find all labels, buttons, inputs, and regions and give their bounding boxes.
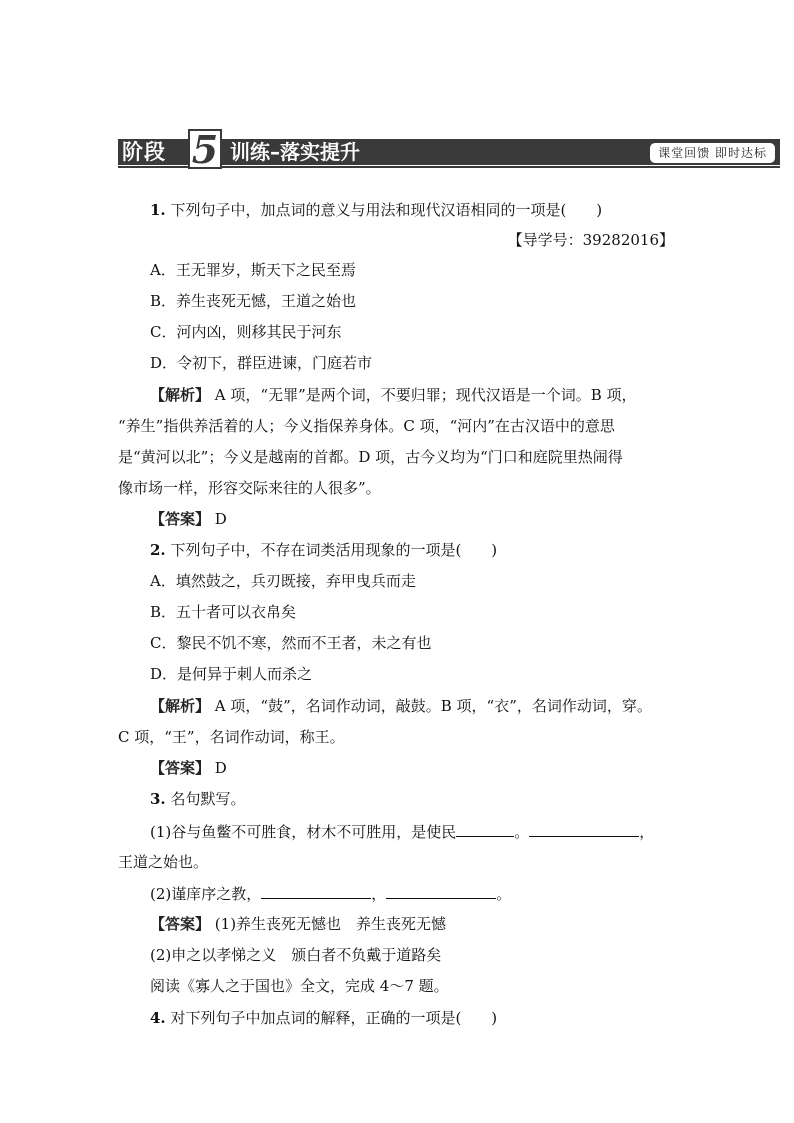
q3-answer-1: (1)养生丧死无憾也 养生丧死无憾 [214,915,447,933]
q1-analysis-tag: 【解析】 [150,386,211,404]
question-3-number: 3. [150,790,166,808]
q3-item-2-text: (2)谨庠序之教， [150,885,262,903]
q3-item-2 [150,883,511,904]
stage-label: 阶段 [122,140,166,164]
question-4-number: 4. [150,1009,166,1027]
q1-answer-value: D [214,510,227,528]
question-2-number: 2. [150,541,166,559]
reading-intro: 阅读《寡人之于国也》全文，完成 4～7 题。 [150,977,449,995]
q1-answer-tag: 【答案】 [150,510,211,528]
q3-item-1-line-2: 王道之始也。 [118,853,209,871]
q2-answer-value: D [214,759,227,777]
q2-answer-tag: 【答案】 [150,759,211,777]
q1-analysis-line-2: “养生”指供养活着的人；今义指保养身体。C 项，“河内”在古汉语中的意思 [118,417,615,435]
q1-option-b: B．养生丧死无憾，王道之始也 [150,292,357,310]
section-tag: 课堂回馈 即时达标 [649,142,776,164]
question-3-stem: 名句默写。 [170,790,246,808]
q2-analysis-text-1: A 项，“鼓”，名词作动词，敲鼓。B 项，“衣”，名词作动词，穿。 [214,697,652,715]
q3-item-2-end: 。 [496,885,512,903]
question-3 [150,789,245,809]
q3-blank-1[interactable] [456,821,514,837]
question-1-number: 1. [150,201,166,219]
q1-analysis-line-3: 是“黄河以北”；今义是越南的首都。D 项，古今义均为“门口和庭院里热闹得 [118,448,623,466]
q3-item-1-text: (1)谷与鱼鳖不可胜食，材木不可胜用，是使民 [150,823,457,841]
q2-answer [150,758,227,778]
q1-analysis-text-1: A 项，“无罪”是两个词，不要归罪；现代汉语是一个词。B 项， [214,386,637,404]
q3-item-2-sep: ， [371,885,387,903]
question-1 [150,200,602,220]
question-2 [150,540,497,560]
question-4 [150,1008,497,1028]
q1-analysis-line-4: 像市场一样，形容交际来往的人很多”。 [118,479,381,497]
q2-analysis-line-2: C 项，“王”，名词作动词，称王。 [118,728,345,746]
section-title: 训练–落实提升 [230,140,360,164]
q2-analysis-tag: 【解析】 [150,697,211,715]
q2-analysis-line-1 [150,696,652,716]
q2-option-c: C．黎民不饥不寒，然而不王者，未之有也 [150,634,432,652]
q2-option-b: B．五十者可以衣帛矣 [150,603,297,621]
question-1-stem: 下列句子中，加点词的意义与用法和现代汉语相同的一项是( ) [170,201,603,219]
q3-blank-3[interactable] [261,883,371,899]
q1-analysis-line-1 [150,385,637,405]
q2-option-d: D．是何异于刺人而杀之 [150,665,313,683]
q3-blank-2[interactable] [529,821,639,837]
question-1-ref: 【导学号：39282016】 [507,231,674,249]
q3-answer-2: (2)申之以孝悌之义 颁白者不负戴于道路矣 [150,946,442,964]
q3-item-1-end: ， [639,823,655,841]
q2-option-a: A．填然鼓之，兵刃既接，弃甲曳兵而走 [150,572,416,590]
question-4-stem: 对下列句子中加点词的解释，正确的一项是( ) [170,1009,498,1027]
q1-option-a: A．王无罪岁，斯天下之民至焉 [150,261,356,279]
question-2-stem: 下列句子中，不存在词类活用现象的一项是( ) [170,541,498,559]
q3-answer-tag: 【答案】 [150,915,211,933]
stage-number: 5 [188,129,222,169]
section-banner [118,127,780,172]
q1-option-d: D．令初下，群臣进谏，门庭若市 [150,354,373,372]
q1-answer [150,509,227,529]
q3-item-1 [150,821,654,842]
q3-blank-4[interactable] [386,883,496,899]
q3-item-1-sep: 。 [514,823,530,841]
q1-option-c: C．河内凶，则移其民于河东 [150,323,342,341]
q3-answer [150,914,446,934]
